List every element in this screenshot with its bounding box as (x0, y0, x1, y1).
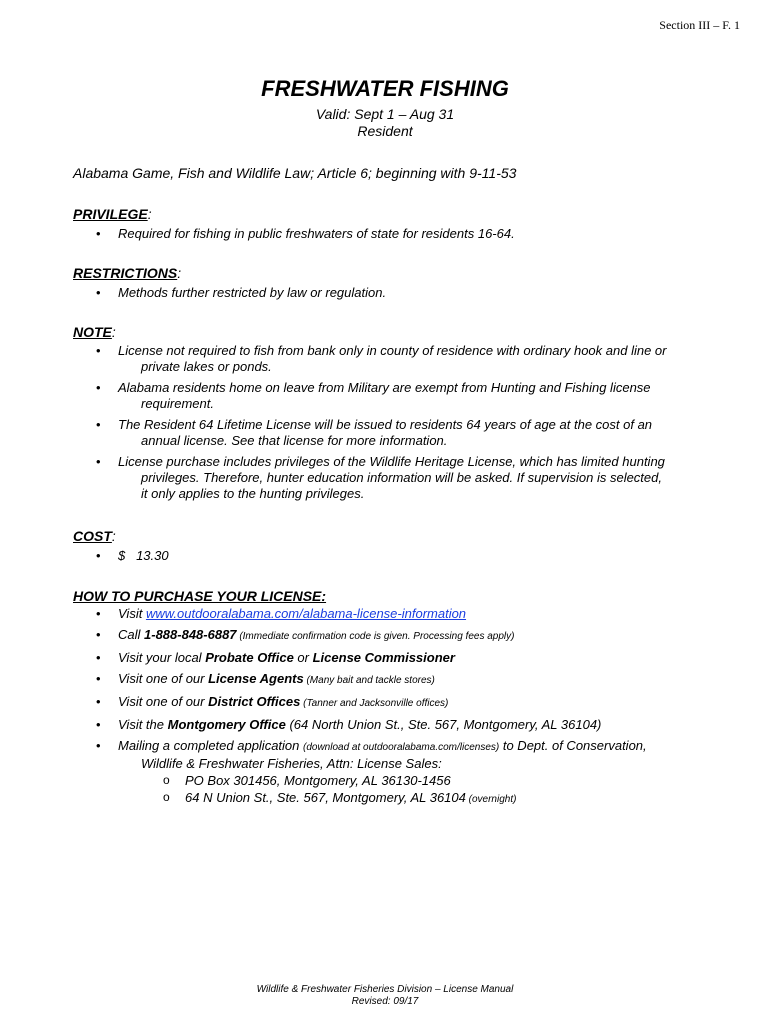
license-website-link[interactable]: www.outdooralabama.com/alabama-license-information (145, 606, 467, 621)
footer-line-1: Wildlife & Freshwater Fisheries Division – License Manual (256, 984, 514, 995)
purchase-heading-text: HOW TO PURCHASE YOUR LICENSE: (73, 588, 327, 604)
list-item (96, 548, 706, 564)
district-note: (Tanner and Jacksonville offices) (300, 698, 449, 709)
list-item (96, 738, 706, 808)
list-item (96, 343, 706, 375)
restrictions-heading: RESTRICTIONS: (73, 265, 182, 281)
restrictions-heading-text: RESTRICTIONS (73, 265, 178, 281)
list-item (96, 454, 706, 502)
note-text-cont: it only applies to the hunting privileges. (141, 486, 365, 501)
purchase-text: Visit one of our (118, 671, 209, 686)
purchase-text: Visit one of our (118, 694, 209, 709)
note-text: License purchase includes privileges of the Wildlife Heritage License, which has limited hunting (118, 454, 665, 469)
purchase-text: Mailing a completed application (118, 738, 303, 753)
po-box-address: PO Box 301456, Montgomery, AL 36130-1456 (185, 773, 451, 788)
note-list (96, 343, 706, 507)
law-reference: Alabama Game, Fish and Wildlife Law; Article 6; beginning with 9-11-53 (73, 165, 517, 181)
list-item (96, 650, 706, 666)
restrictions-list (96, 285, 706, 301)
list-item (96, 606, 706, 622)
union-st-address: 64 N Union St., Ste. 567, Montgomery, AL 36104 (185, 790, 466, 805)
probate-office: Probate Office (205, 650, 294, 665)
privilege-heading: PRIVILEGE: (73, 206, 152, 222)
mailing-address (163, 772, 706, 789)
note-text-cont: requirement. (141, 396, 214, 411)
privilege-heading-text: PRIVILEGE (73, 206, 148, 222)
restriction-text: Methods further restricted by law or regulation. (118, 285, 387, 300)
purchase-text: Visit your local (118, 650, 206, 665)
cost-heading-text: COST (73, 528, 112, 544)
list-item (96, 226, 706, 242)
page-title: FRESHWATER FISHING (261, 76, 509, 101)
mailing-address-list (118, 772, 706, 808)
overnight-note: (overnight) (465, 794, 517, 805)
license-commissioner: License Commissioner (312, 650, 455, 665)
purchase-text: Visit the (118, 717, 168, 732)
purchase-list (96, 606, 706, 813)
list-item (96, 380, 706, 412)
note-text-cont: annual license. See that license for more information. (141, 433, 448, 448)
montgomery-office: Montgomery Office (167, 717, 286, 732)
page-footer (0, 984, 770, 1008)
purchase-text: to Dept. of Conservation, (499, 738, 647, 753)
note-text: License not required to fish from bank only in county of residence with ordinary hook and line or (118, 343, 667, 358)
purchase-text: or (293, 650, 313, 665)
note-text-cont: private lakes or ponds. (141, 359, 272, 374)
purchase-heading (73, 588, 326, 604)
privilege-list (96, 226, 706, 242)
validity-period: Valid: Sept 1 – Aug 31 (315, 106, 455, 122)
list-item (96, 671, 706, 689)
list-item (96, 417, 706, 449)
currency-symbol: $ (118, 548, 126, 563)
residency-type: Resident (357, 123, 413, 139)
section-label: Section III – F. 1 (659, 18, 740, 32)
note-heading-text: NOTE (73, 324, 112, 340)
list-item (96, 285, 706, 301)
mail-note: (download at outdooralabama.com/licenses) (303, 742, 500, 753)
phone-number: 1-888-848-6887 (144, 627, 237, 642)
privilege-text: Required for fishing in public freshwaters of state for residents 16-64. (118, 226, 515, 241)
note-text: Alabama residents home on leave from Military are exempt from Hunting and Fishing license (118, 380, 651, 395)
note-heading: NOTE: (73, 324, 116, 340)
note-text-cont: privileges. Therefore, hunter education information will be asked. If supervision is selected, (141, 470, 662, 485)
list-item (96, 694, 706, 712)
note-text: The Resident 64 Lifetime License will be issued to residents 64 years of age at the cost of an (118, 417, 653, 432)
list-item (96, 627, 706, 645)
footer-line-2: Revised: 09/17 (351, 996, 419, 1007)
agents-note: (Many bait and tackle stores) (303, 675, 435, 686)
montgomery-address: (64 North Union St., Ste. 567, Montgomery, AL 36104) (285, 717, 602, 732)
cost-amount: 13.30 (136, 548, 169, 563)
purchase-text: Call (118, 627, 145, 642)
license-agents: License Agents (208, 671, 304, 686)
phone-note: (Immediate confirmation code is given. Processing fees apply) (236, 631, 515, 642)
mail-line-2: Wildlife & Freshwater Fisheries, Attn: License Sales: (141, 756, 442, 771)
mailing-address (163, 789, 706, 808)
purchase-text: Visit (118, 606, 146, 621)
list-item (96, 717, 706, 733)
cost-heading: COST: (73, 528, 116, 544)
district-offices: District Offices (208, 694, 301, 709)
cost-list (96, 548, 706, 564)
